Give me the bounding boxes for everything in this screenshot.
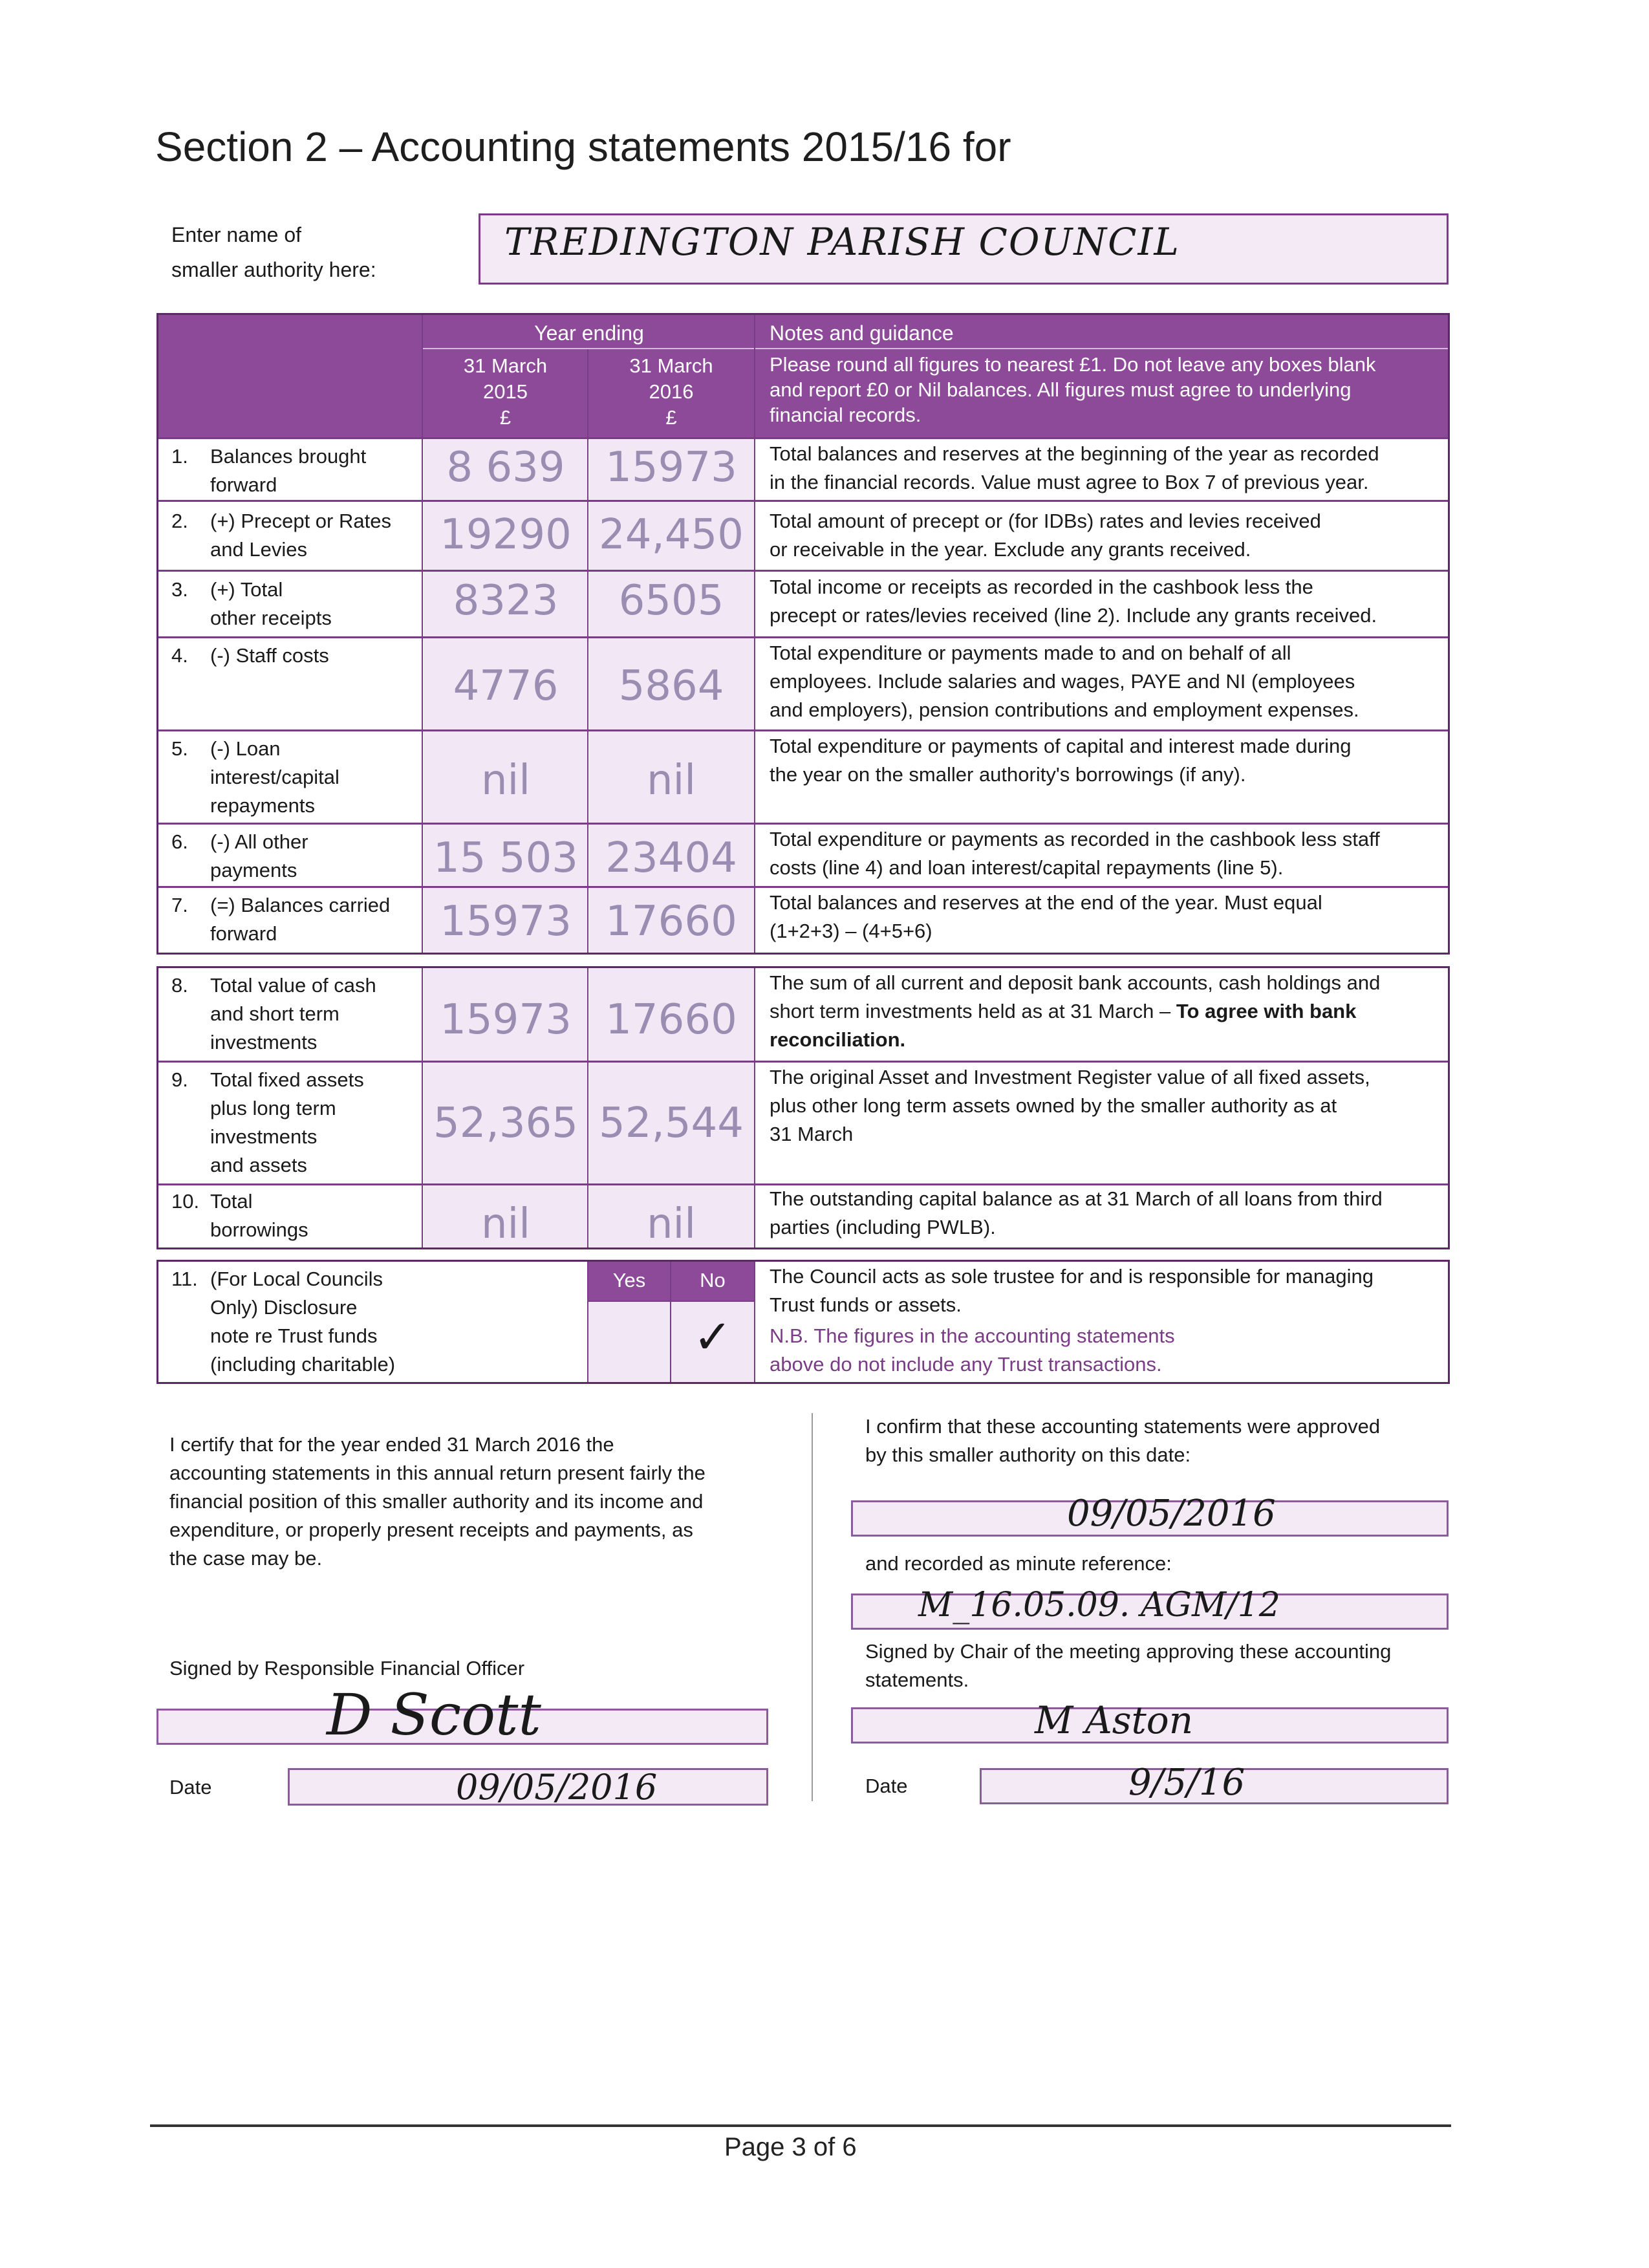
name-label-line1: Enter name of xyxy=(171,223,301,246)
row-9-note-l1: The original Asset and Investment Register value of all fixed assets, xyxy=(770,1066,1370,1088)
yes-checkbox[interactable] xyxy=(588,1303,670,1381)
row-5-label-l1: (-) Loan xyxy=(210,737,281,760)
row-6-2016-value[interactable]: 23404 xyxy=(605,834,737,882)
row-10-note-l1: The outstanding capital balance as at 31 March of all loans from third xyxy=(770,1187,1383,1210)
confirm-l1: I confirm that these accounting statements were approved xyxy=(865,1415,1381,1438)
row-6-label-l1: (-) All other xyxy=(210,830,308,853)
row-5-note-l2: the year on the smaller authority's borrowings (if any). xyxy=(770,763,1246,786)
row-11-note-l1: The Council acts as sole trustee for and is responsible for managing xyxy=(770,1265,1374,1288)
row-2-2016-value[interactable]: 24,450 xyxy=(599,511,744,559)
row-2-2015-value[interactable]: 19290 xyxy=(440,511,572,559)
row-3-note-l2: precept or rates/levies received (line 2). Include any grants received. xyxy=(770,604,1377,627)
row-9-2015-value[interactable]: 52,365 xyxy=(433,1099,578,1147)
row-3-label-l2: other receipts xyxy=(210,607,332,629)
row-4-note-l2: employees. Include salaries and wages, PAYE and NI (employees xyxy=(770,670,1355,693)
row-5-2015-value[interactable]: nil xyxy=(480,757,531,805)
row-9-note-l2: plus other long term assets owned by the smaller authority as at xyxy=(770,1094,1337,1117)
minute-label: and recorded as minute reference: xyxy=(865,1552,1172,1575)
col-2016-l3: £ xyxy=(665,406,677,429)
row-11-note-purple-l1: N.B. The figures in the accounting statements xyxy=(770,1324,1175,1347)
col-2015-l2: 2015 xyxy=(483,380,528,403)
rfo-date-label: Date xyxy=(169,1776,212,1798)
row-11-note-purple-l2: above do not include any Trust transactions. xyxy=(770,1353,1162,1376)
chair-signed-label-l2: statements. xyxy=(865,1669,969,1691)
notes-text-l2: and report £0 or Nil balances. All figures must agree to underlying xyxy=(770,378,1352,401)
row-5-num: 5. xyxy=(171,737,188,760)
minute-ref-value: M_16.05.09. AGM/12 xyxy=(918,1586,1280,1625)
row-3-2015-value[interactable]: 8323 xyxy=(453,577,559,625)
no-header: No xyxy=(700,1269,726,1291)
row-9-2016-value[interactable]: 52,544 xyxy=(599,1099,744,1147)
row-4-note-l1: Total expenditure or payments made to and on behalf of all xyxy=(770,642,1291,664)
row-11-note-l2: Trust funds or assets. xyxy=(770,1293,962,1316)
row-7-label-l1: (=) Balances carried xyxy=(210,894,391,916)
column-divider xyxy=(812,1413,813,1801)
confirm-l2: by this smaller authority on this date: xyxy=(865,1443,1191,1466)
row-2-num: 2. xyxy=(171,510,188,532)
no-checkbox-tick[interactable]: ✓ xyxy=(693,1310,733,1364)
approved-date-value: 09/05/2016 xyxy=(1067,1493,1276,1535)
row-4-2016-value[interactable]: 5864 xyxy=(618,662,724,710)
notes-text-l3: financial records. xyxy=(770,404,921,426)
chair-date-value: 9/5/16 xyxy=(1128,1762,1245,1804)
col-2015-l1: 31 March xyxy=(463,354,548,377)
rfo-signature: D Scott xyxy=(327,1681,541,1748)
row-11-label-l2: Only) Disclosure xyxy=(210,1296,358,1319)
row-7-label-l2: forward xyxy=(210,922,277,945)
row-8-note-l1: The sum of all current and deposit bank accounts, cash holdings and xyxy=(770,971,1381,994)
row-11-num: 11. xyxy=(171,1268,198,1290)
row-6-note-l2: costs (line 4) and loan interest/capital repayments (line 5). xyxy=(770,856,1284,879)
row-2-label-l2: and Levies xyxy=(210,538,307,561)
row-5-label-l2: interest/capital xyxy=(210,766,339,788)
row-8-label-l1: Total value of cash xyxy=(210,974,376,997)
row-3-label-l1: (+) Total xyxy=(210,578,283,601)
row-5-note-l1: Total expenditure or payments of capital and interest made during xyxy=(770,735,1352,757)
row-4-label-l1: (-) Staff costs xyxy=(210,644,329,667)
row-5-label-l3: repayments xyxy=(210,794,315,817)
row-11-label-l3: note re Trust funds xyxy=(210,1324,378,1347)
row-9-note-l3: 31 March xyxy=(770,1123,854,1145)
row-3-2016-value[interactable]: 6505 xyxy=(618,577,724,625)
row-7-note-l2: (1+2+3) – (4+5+6) xyxy=(770,920,932,942)
row-6-2015-value[interactable]: 15 503 xyxy=(433,834,578,882)
row-8-num: 8. xyxy=(171,974,188,997)
row-6-note-l1: Total expenditure or payments as recorded in the cashbook less staff xyxy=(770,828,1380,850)
row-11-label-l4: (including charitable) xyxy=(210,1353,396,1376)
row-2-note-l1: Total amount of precept or (for IDBs) rates and levies received xyxy=(770,510,1321,532)
row-10-label-l1: Total xyxy=(210,1190,253,1213)
col-2016-l2: 2016 xyxy=(649,380,694,403)
row-8-label-l3: investments xyxy=(210,1031,318,1053)
row-1-2015-value[interactable]: 8 639 xyxy=(446,444,565,491)
row-9-label-l3: investments xyxy=(210,1125,318,1148)
certify-l4: expenditure, or properly present receipts and payments, as xyxy=(169,1518,693,1541)
row-8-note-bold: reconciliation. xyxy=(770,1028,906,1051)
notes-title: Notes and guidance xyxy=(770,321,954,345)
yes-header: Yes xyxy=(612,1269,646,1291)
chair-date-label: Date xyxy=(865,1775,908,1797)
notes-text-l1: Please round all figures to nearest £1. Do not leave any boxes blank xyxy=(770,353,1376,376)
row-9-label-l1: Total fixed assets xyxy=(210,1068,364,1091)
row-9-label-l2: plus long term xyxy=(210,1097,336,1119)
row-3-num: 3. xyxy=(171,578,188,601)
rfo-signed-label: Signed by Responsible Financial Officer xyxy=(169,1657,525,1679)
row-1-note-l2: in the financial records. Value must agree to Box 7 of previous year. xyxy=(770,471,1369,493)
row-7-2015-value[interactable]: 15973 xyxy=(440,898,572,945)
row-8-2015-value[interactable]: 15973 xyxy=(440,996,572,1044)
row-4-note-l3: and employers), pension contributions and employment expenses. xyxy=(770,698,1359,721)
authority-name-value: TREDINGTON PARISH COUNCIL xyxy=(504,220,1180,264)
col-2015-l3: £ xyxy=(499,406,512,429)
row-7-num: 7. xyxy=(171,894,188,916)
certify-l3: financial position of this smaller authority and its income and xyxy=(169,1490,704,1513)
certify-l1: I certify that for the year ended 31 March 2016 the xyxy=(169,1433,614,1456)
row-1-label-l1: Balances brought xyxy=(210,445,367,468)
col-2016-l1: 31 March xyxy=(629,354,713,377)
row-7-note-l1: Total balances and reserves at the end of the year. Must equal xyxy=(770,891,1322,914)
row-9-label-l4: and assets xyxy=(210,1154,307,1176)
page-title: Section 2 – Accounting statements 2015/16 for xyxy=(155,124,1011,170)
certify-l5: the case may be. xyxy=(169,1547,323,1570)
certify-l2: accounting statements in this annual return present fairly the xyxy=(169,1462,706,1484)
row-1-num: 1. xyxy=(171,445,188,468)
row-11-label-l1: (For Local Councils xyxy=(210,1268,383,1290)
rfo-date-value: 09/05/2016 xyxy=(456,1767,658,1808)
row-8-2016-value[interactable]: 17660 xyxy=(605,996,737,1044)
name-label-line2: smaller authority here: xyxy=(171,258,376,281)
row-4-num: 4. xyxy=(171,644,188,667)
row-1-note-l1: Total balances and reserves at the beginning of the year as recorded xyxy=(770,442,1379,465)
chair-signature: M Aston xyxy=(1035,1698,1194,1742)
row-1-label-l2: forward xyxy=(210,473,277,496)
year-ending-label: Year ending xyxy=(534,321,644,345)
row-6-label-l2: payments xyxy=(210,859,297,881)
row-10-2015-value[interactable]: nil xyxy=(480,1200,531,1248)
page-number: Page 3 of 6 xyxy=(724,2133,857,2161)
row-2-label-l1: (+) Precept or Rates xyxy=(210,510,391,532)
row-1-2016-value[interactable]: 15973 xyxy=(605,444,737,491)
chair-signed-label-l1: Signed by Chair of the meeting approving these accounting xyxy=(865,1640,1392,1663)
row-6-num: 6. xyxy=(171,830,188,853)
row-3-note-l1: Total income or receipts as recorded in the cashbook less the xyxy=(770,576,1313,598)
row-7-2016-value[interactable]: 17660 xyxy=(605,898,737,945)
row-10-label-l2: borrowings xyxy=(210,1218,308,1241)
row-10-num: 10. xyxy=(171,1190,200,1213)
row-10-note-l2: parties (including PWLB). xyxy=(770,1216,996,1238)
row-10-2016-value[interactable]: nil xyxy=(646,1200,696,1248)
row-8-note-l2: short term investments held as at 31 March – To agree with bank xyxy=(770,1000,1357,1022)
footer-rule xyxy=(150,2124,1451,2127)
row-8-label-l2: and short term xyxy=(210,1002,339,1025)
row-2-note-l2: or receivable in the year. Exclude any grants received. xyxy=(770,538,1251,561)
row-4-2015-value[interactable]: 4776 xyxy=(453,662,559,710)
row-9-num: 9. xyxy=(171,1068,188,1091)
row-5-2016-value[interactable]: nil xyxy=(646,757,696,805)
